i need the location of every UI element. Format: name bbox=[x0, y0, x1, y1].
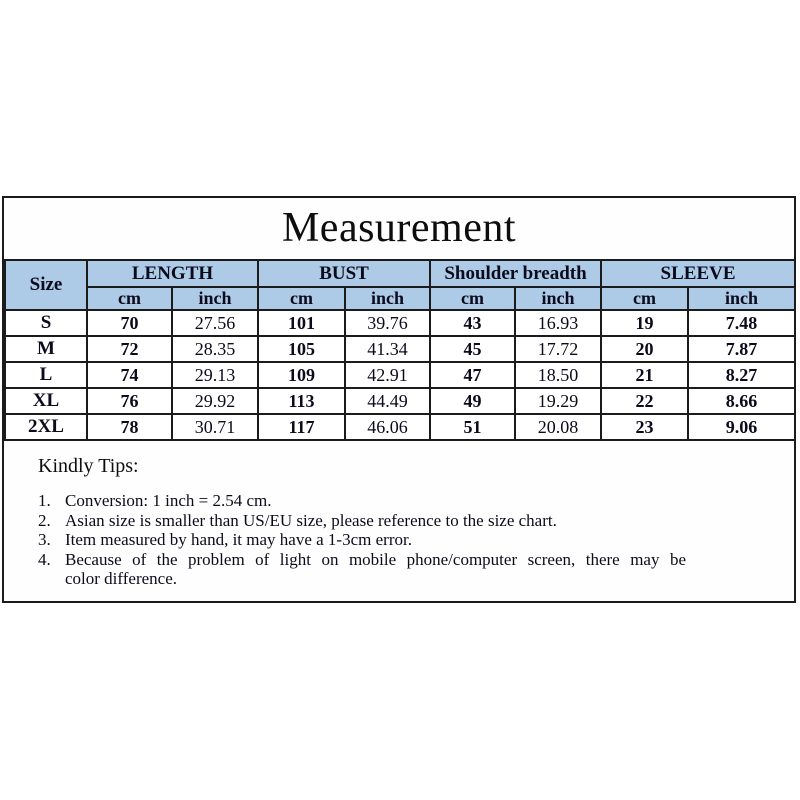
sleeve-group-header: SLEEVE bbox=[601, 260, 795, 287]
tips-heading: Kindly Tips: bbox=[38, 455, 139, 477]
length-group-header: LENGTH bbox=[87, 260, 258, 287]
table-cell: 23 bbox=[601, 414, 688, 440]
tip-text-line1: Because of the problem of light on mobile phone/computer screen, there may be bbox=[65, 549, 686, 569]
size-label: S bbox=[5, 310, 87, 336]
size-label: L bbox=[5, 362, 87, 388]
table-cell: 113 bbox=[258, 388, 345, 414]
table-cell: 44.49 bbox=[345, 388, 430, 414]
table-cell: 70 bbox=[87, 310, 172, 336]
tip-item bbox=[38, 550, 686, 589]
table-cell: 78 bbox=[87, 414, 172, 440]
table-cell: 21 bbox=[601, 362, 688, 388]
bust-cm-header: cm bbox=[258, 287, 345, 310]
tip-number: 2. bbox=[38, 510, 51, 530]
table-cell: 39.76 bbox=[345, 310, 430, 336]
sleeve-inch-header: inch bbox=[688, 287, 795, 310]
tips-section bbox=[4, 441, 794, 589]
size-label: XL bbox=[5, 388, 87, 414]
size-table bbox=[4, 259, 796, 441]
table-cell: 8.27 bbox=[688, 362, 795, 388]
table-cell: 109 bbox=[258, 362, 345, 388]
table-group-header-row bbox=[5, 260, 795, 287]
table-cell: 41.34 bbox=[345, 336, 430, 362]
table-cell: 17.72 bbox=[515, 336, 601, 362]
table-row bbox=[5, 362, 795, 388]
page-title: Measurement bbox=[281, 205, 517, 251]
bust-group-header: BUST bbox=[258, 260, 430, 287]
table-cell: 19 bbox=[601, 310, 688, 336]
table-cell: 42.91 bbox=[345, 362, 430, 388]
table-cell: 27.56 bbox=[172, 310, 258, 336]
table-cell: 9.06 bbox=[688, 414, 795, 440]
tip-number: 3. bbox=[38, 530, 51, 549]
tip-text: Item measured by hand, it may have a 1-3cm error. bbox=[65, 530, 412, 549]
table-cell: 29.92 bbox=[172, 388, 258, 414]
table-cell: 105 bbox=[258, 336, 345, 362]
table-unit-header-row bbox=[5, 287, 795, 310]
table-cell: 20 bbox=[601, 336, 688, 362]
table-cell: 29.13 bbox=[172, 362, 258, 388]
shoulder-cm-header: cm bbox=[430, 287, 515, 310]
table-cell: 74 bbox=[87, 362, 172, 388]
table-cell: 7.87 bbox=[688, 336, 795, 362]
length-cm-header: cm bbox=[87, 287, 172, 310]
size-label: 2XL bbox=[5, 414, 87, 440]
table-cell: 46.06 bbox=[345, 414, 430, 440]
tip-text: Conversion: 1 inch = 2.54 cm. bbox=[65, 491, 272, 510]
table-cell: 45 bbox=[430, 336, 515, 362]
table-row bbox=[5, 414, 795, 440]
table-row bbox=[5, 336, 795, 362]
table-cell: 72 bbox=[87, 336, 172, 362]
table-cell: 16.93 bbox=[515, 310, 601, 336]
size-column-header: Size bbox=[5, 260, 87, 310]
table-row bbox=[5, 310, 795, 336]
tip-number: 1. bbox=[38, 491, 51, 510]
table-cell: 18.50 bbox=[515, 362, 601, 388]
tip-item bbox=[38, 511, 686, 531]
shoulder-inch-header: inch bbox=[515, 287, 601, 310]
table-cell: 101 bbox=[258, 310, 345, 336]
table-row bbox=[5, 388, 795, 414]
table-cell: 20.08 bbox=[515, 414, 601, 440]
tip-text-line2: color difference. bbox=[65, 569, 178, 588]
table-cell: 28.35 bbox=[172, 336, 258, 362]
tip-item bbox=[38, 491, 686, 511]
table-cell: 8.66 bbox=[688, 388, 795, 414]
tip-text bbox=[65, 550, 686, 589]
table-cell: 7.48 bbox=[688, 310, 795, 336]
table-cell: 76 bbox=[87, 388, 172, 414]
table-cell: 47 bbox=[430, 362, 515, 388]
table-cell: 49 bbox=[430, 388, 515, 414]
size-label: M bbox=[5, 336, 87, 362]
tip-number: 4. bbox=[38, 549, 51, 569]
tips-list bbox=[38, 491, 686, 589]
bust-inch-header: inch bbox=[345, 287, 430, 310]
tip-text: Asian size is smaller than US/EU size, please reference to the size chart. bbox=[65, 510, 557, 530]
length-inch-header: inch bbox=[172, 287, 258, 310]
table-cell: 19.29 bbox=[515, 388, 601, 414]
table-cell: 30.71 bbox=[172, 414, 258, 440]
table-cell: 51 bbox=[430, 414, 515, 440]
tip-item bbox=[38, 530, 686, 550]
measurement-chart bbox=[2, 196, 796, 603]
shoulder-breadth-group-header: Shoulder breadth bbox=[430, 260, 601, 287]
table-cell: 43 bbox=[430, 310, 515, 336]
sleeve-cm-header: cm bbox=[601, 287, 688, 310]
table-cell: 117 bbox=[258, 414, 345, 440]
table-cell: 22 bbox=[601, 388, 688, 414]
